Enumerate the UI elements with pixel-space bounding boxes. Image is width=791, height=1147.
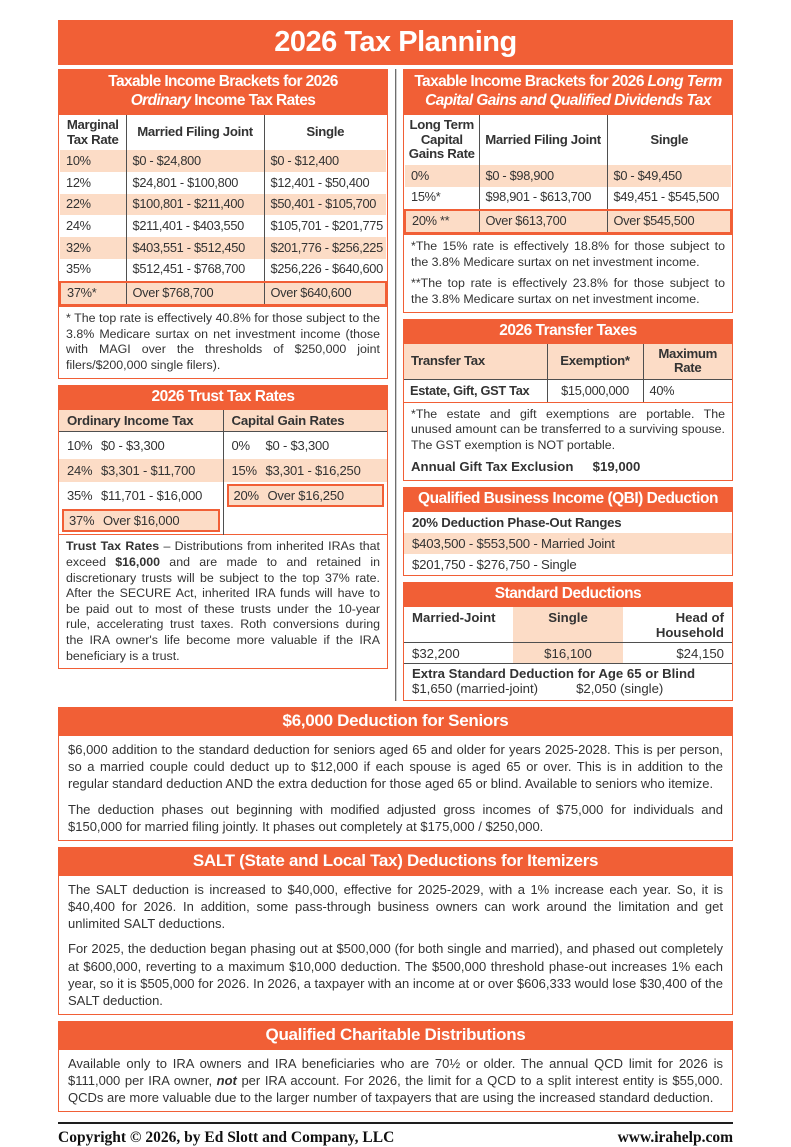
cell-transfer-tax: Estate, Gift, GST Tax bbox=[410, 382, 530, 398]
transfer-taxes-header: 2026 Transfer Taxes bbox=[403, 319, 733, 343]
trust-range: $0 - $3,300 bbox=[101, 437, 165, 453]
col-header-ltcg-rate: Long Term Capital Gains Rate bbox=[408, 116, 475, 162]
standard-deductions-box bbox=[403, 606, 733, 701]
cell-rate: 12% bbox=[66, 174, 91, 190]
qbi-header: Qualified Business Income (QBI) Deduction bbox=[403, 487, 733, 511]
trust-row bbox=[59, 484, 223, 507]
cell-rate: 15%* bbox=[411, 189, 441, 205]
std-value-single: $16,100 bbox=[513, 643, 622, 664]
cell-mfj: Over $613,700 bbox=[479, 210, 607, 234]
trust-row bbox=[59, 434, 223, 457]
ordinary-brackets-header bbox=[58, 69, 388, 114]
cell-single: $12,401 - $50,400 bbox=[264, 172, 386, 194]
trust-rates-table bbox=[58, 409, 388, 536]
trust-row-top-rate bbox=[62, 509, 220, 532]
col-header-rate: Marginal Tax Rate bbox=[66, 116, 119, 147]
salt-body bbox=[58, 875, 733, 1015]
two-column-area bbox=[58, 69, 733, 701]
ltcg-footnotes bbox=[403, 234, 733, 313]
qcd-header: Qualified Charitable Distributions bbox=[58, 1021, 733, 1049]
cell-rate: 10% bbox=[60, 150, 126, 172]
ltcg-header bbox=[403, 69, 733, 114]
seniors-deduction-body bbox=[58, 735, 733, 841]
standard-deductions-values bbox=[404, 643, 732, 664]
transfer-taxes-note-box bbox=[403, 402, 733, 482]
std-header-hoh: Head of Household bbox=[623, 607, 732, 643]
ltcg-header-line1 bbox=[405, 72, 731, 91]
table-row bbox=[405, 165, 731, 187]
qcd-not-emphasis: not bbox=[216, 1073, 237, 1089]
header-row bbox=[60, 115, 386, 151]
trust-row-top-rate bbox=[227, 484, 385, 507]
cell-exemption: $15,000,000 bbox=[547, 380, 643, 402]
col-header-mfj: Married Filing Joint bbox=[479, 115, 607, 165]
annual-gift-exclusion-label: Annual Gift Tax Exclusion bbox=[411, 459, 574, 475]
table-row bbox=[60, 194, 386, 216]
seniors-deduction-header: $6,000 Deduction for Seniors bbox=[58, 707, 733, 735]
header-row bbox=[405, 115, 731, 165]
qcd-text-b: per IRA account. For 2026, the limit for a QCD to a split interest entity is $55,000. QCDs are more valuable due to the larger number of taxpayers that are using the increased standard deduction. bbox=[68, 1073, 723, 1106]
cell-single: $256,226 - $640,600 bbox=[264, 259, 386, 282]
cell-single: $0 - $12,400 bbox=[264, 150, 386, 172]
table-row bbox=[60, 259, 386, 282]
table-row-top-rate bbox=[60, 282, 386, 306]
cell-single: Over $545,500 bbox=[607, 210, 731, 234]
cell-mfj: $0 - $24,800 bbox=[126, 150, 264, 172]
cell-rate: 35% bbox=[66, 261, 91, 277]
std-header-single: Single bbox=[513, 607, 622, 643]
extra-value-single: $2,050 (single) bbox=[576, 681, 664, 697]
std-value-hoh: $24,150 bbox=[623, 643, 732, 664]
table-row bbox=[404, 380, 732, 402]
trust-row bbox=[224, 434, 388, 457]
qcd-body bbox=[58, 1049, 733, 1112]
trust-rate: 20% bbox=[233, 487, 259, 503]
table-row-top-rate bbox=[405, 210, 731, 234]
cell-rate: 37%* bbox=[60, 282, 126, 306]
footer bbox=[58, 1122, 733, 1147]
cell-max-rate: 40% bbox=[643, 380, 732, 402]
left-column bbox=[58, 69, 388, 701]
cell-mfj: $211,401 - $403,550 bbox=[126, 215, 264, 237]
cell-mfj: Over $768,700 bbox=[126, 282, 264, 306]
right-column bbox=[403, 69, 733, 701]
cell-mfj: $98,901 - $613,700 bbox=[479, 187, 607, 210]
trust-rate: 10% bbox=[67, 437, 93, 453]
cell-single: $49,451 - $545,500 bbox=[607, 187, 731, 210]
transfer-taxes-table bbox=[404, 344, 732, 402]
ltcg-box bbox=[403, 114, 733, 235]
ltcg-line2-italic: Capital Gains and Qualified Dividends Tax bbox=[425, 92, 711, 110]
cell-rate: 20% ** bbox=[405, 210, 479, 234]
table-row bbox=[60, 215, 386, 237]
cell-single: $201,776 - $256,225 bbox=[264, 237, 386, 259]
annual-gift-exclusion bbox=[411, 459, 725, 476]
cell-mfj: $0 - $98,900 bbox=[479, 165, 607, 187]
cell-rate: 22% bbox=[60, 194, 126, 216]
trust-row bbox=[224, 459, 388, 482]
page-title: 2026 Tax Planning bbox=[58, 20, 733, 65]
ltcg-header-line2 bbox=[405, 91, 731, 110]
trust-range: $3,301 - $11,700 bbox=[101, 462, 196, 478]
trust-rate: 15% bbox=[231, 462, 257, 478]
trust-rate: 0% bbox=[231, 437, 250, 453]
ordinary-italic: Ordinary bbox=[130, 92, 191, 110]
table-row bbox=[60, 237, 386, 259]
col-header-single: Single bbox=[607, 115, 731, 165]
salt-paragraph-1: The SALT deduction is increased to $40,000, effective for 2025-2029, with a 1% increase each year. So, it is $40,400 for 2026. In addition, some pass-through business owners can work around the limitation and get unlimited SALT deductions. bbox=[68, 881, 723, 932]
trust-rate: 35% bbox=[67, 487, 93, 503]
extra-standard-deduction bbox=[404, 664, 732, 700]
table-row bbox=[60, 172, 386, 194]
trust-rate: 37% bbox=[69, 512, 95, 528]
trust-capgain-column bbox=[223, 410, 388, 535]
trust-note-amount: $16,000 bbox=[115, 554, 161, 569]
ltcg-footnote-1: *The 15% rate is effectively 18.8% for those subject to the 3.8% Medicare surtax on net investment income. bbox=[411, 239, 725, 269]
trust-ordinary-header: Ordinary Income Tax bbox=[59, 410, 223, 432]
col-header-transfer-tax: Transfer Tax bbox=[404, 344, 547, 380]
col-header-max-rate: Maximum Rate bbox=[643, 344, 732, 380]
cell-mfj: $24,801 - $100,800 bbox=[126, 172, 264, 194]
qbi-box bbox=[403, 511, 733, 576]
ordinary-brackets-footnote: * The top rate is effectively 40.8% for those subject to the 3.8% Medicare surtax on net investment income (those with MAGI over the thresholds of $250,000 joint filers/$200,000 single filers). bbox=[58, 306, 388, 379]
trust-ordinary-column bbox=[59, 410, 223, 535]
col-header-exemption: Exemption* bbox=[547, 344, 643, 380]
ltcg-line1-text: Taxable Income Brackets for 2026 bbox=[414, 73, 648, 90]
ordinary-brackets-table bbox=[59, 115, 387, 306]
extra-value-married: $1,650 (married-joint) bbox=[412, 681, 539, 697]
qbi-row-single: $201,750 - $276,750 - Single bbox=[412, 557, 577, 573]
cell-rate: 24% bbox=[66, 217, 91, 233]
trust-rates-header: 2026 Trust Tax Rates bbox=[58, 385, 388, 409]
trust-range: Over $16,250 bbox=[267, 487, 344, 503]
cell-single: $50,401 - $105,700 bbox=[264, 194, 386, 216]
trust-note-p2: and are made to and retained in discretionary trusts will be subject to the top 37% rate. After the SECURE Act, inherited IRA funds will have to be paid out to most of these trusts under the 10-year rule, accelerating trust taxes. Roth conversions during the IRA owner's life become more valuable if the IRA beneficiary is a trust. bbox=[66, 554, 380, 663]
cell-mfj: $100,801 - $211,400 bbox=[126, 194, 264, 216]
copyright-text: Copyright © 2026, by Ed Slott and Company, LLC bbox=[58, 1129, 395, 1147]
trust-range: $0 - $3,300 bbox=[265, 437, 330, 453]
table-row bbox=[405, 187, 731, 210]
header-row bbox=[404, 344, 732, 380]
trust-capgain-header: Capital Gain Rates bbox=[224, 410, 388, 432]
column-divider bbox=[395, 69, 397, 701]
cell-rate: 0% bbox=[405, 165, 479, 187]
extra-standard-deduction-label: Extra Standard Deduction for Age 65 or Blind bbox=[412, 666, 696, 682]
seniors-paragraph-2: The deduction phases out beginning with modified adjusted gross incomes of $75,000 for individuals and $150,000 for married filing jointly. It phases out completely at $175,000 / $250,000. bbox=[68, 801, 723, 834]
ordinary-rest: Income Tax Rates bbox=[190, 92, 316, 110]
trust-note-p1: – Distributions from inherited IRAs that exceed bbox=[66, 539, 380, 569]
transfer-taxes-note: *The estate and gift exemptions are portable. The unused amount can be transferred to a surviving spouse. The GST exemption is NOT portable. bbox=[411, 406, 725, 452]
cell-rate: 32% bbox=[60, 237, 126, 259]
cell-mfj: $403,551 - $512,450 bbox=[126, 237, 264, 259]
trust-note bbox=[58, 534, 388, 669]
ordinary-brackets-header-line1: Taxable Income Brackets for 2026 bbox=[108, 73, 338, 90]
extra-standard-deduction-values bbox=[412, 681, 724, 696]
ordinary-brackets-header-line2 bbox=[60, 91, 386, 110]
ltcg-table bbox=[404, 115, 732, 234]
salt-paragraph-2: For 2025, the deduction began phasing out at $500,000 (for both single and married), and phased out completely at $600,000, reverting to a maximum $10,000 deduction. The $500,000 threshold phase-out increases 1% each year, so it is $505,000 for 2026. In 2026, a taxpayer with an income at or over $606,333 would lose $30,400 of the SALT deduction. bbox=[68, 941, 723, 1008]
trust-row bbox=[59, 459, 223, 482]
std-header-married: Married-Joint bbox=[404, 607, 513, 643]
cell-mfj: $512,451 - $768,700 bbox=[126, 259, 264, 282]
trust-range: $11,701 - $16,000 bbox=[101, 487, 203, 503]
annual-gift-exclusion-value: $19,000 bbox=[592, 459, 641, 475]
ltcg-footnote-2: **The top rate is effectively 23.8% for those subject to the 3.8% Medicare surtax on net investment income. bbox=[411, 276, 725, 306]
table-row bbox=[60, 150, 386, 172]
qcd-text-a: Available only to IRA owners and IRA beneficiaries who are 70½ or older. The annual QCD limit for 2026 is $111,000 per IRA owner, bbox=[68, 1055, 723, 1089]
trust-range: $3,301 - $16,250 bbox=[265, 462, 361, 478]
std-value-married: $32,200 bbox=[404, 643, 513, 664]
col-header-single: Single bbox=[264, 115, 386, 151]
cell-single: $105,701 - $201,775 bbox=[264, 215, 386, 237]
ordinary-brackets-box bbox=[58, 114, 388, 307]
qbi-row-married: $403,500 - $553,500 - Married Joint bbox=[404, 533, 732, 554]
trust-range: Over $16,000 bbox=[103, 512, 180, 528]
seniors-paragraph-1: $6,000 addition to the standard deduction for seniors aged 65 and older for years 2025-2028. This is per person, so a married couple could deduct up to $12,000 if each spouse is aged 65 or over. This is in addition to the regular standard deduction AND the extra deduction for those aged 65 or blind. Available to seniors who itemize. bbox=[68, 742, 723, 792]
cell-single: $0 - $49,450 bbox=[607, 165, 731, 187]
col-header-mfj: Married Filing Joint bbox=[126, 115, 264, 151]
website-text: www.irahelp.com bbox=[617, 1129, 733, 1147]
ltcg-line1-italic: Long Term bbox=[647, 73, 722, 90]
cell-single: Over $640,600 bbox=[264, 282, 386, 306]
qcd-paragraph bbox=[68, 1055, 723, 1106]
trust-note-lead: Trust Tax Rates bbox=[66, 539, 160, 554]
qbi-subtitle: 20% Deduction Phase-Out Ranges bbox=[412, 515, 622, 531]
standard-deductions-headers bbox=[404, 607, 732, 643]
transfer-taxes-box bbox=[403, 343, 733, 403]
salt-header: SALT (State and Local Tax) Deductions for Itemizers bbox=[58, 847, 733, 875]
trust-rate: 24% bbox=[67, 462, 93, 478]
standard-deductions-header: Standard Deductions bbox=[403, 582, 733, 606]
